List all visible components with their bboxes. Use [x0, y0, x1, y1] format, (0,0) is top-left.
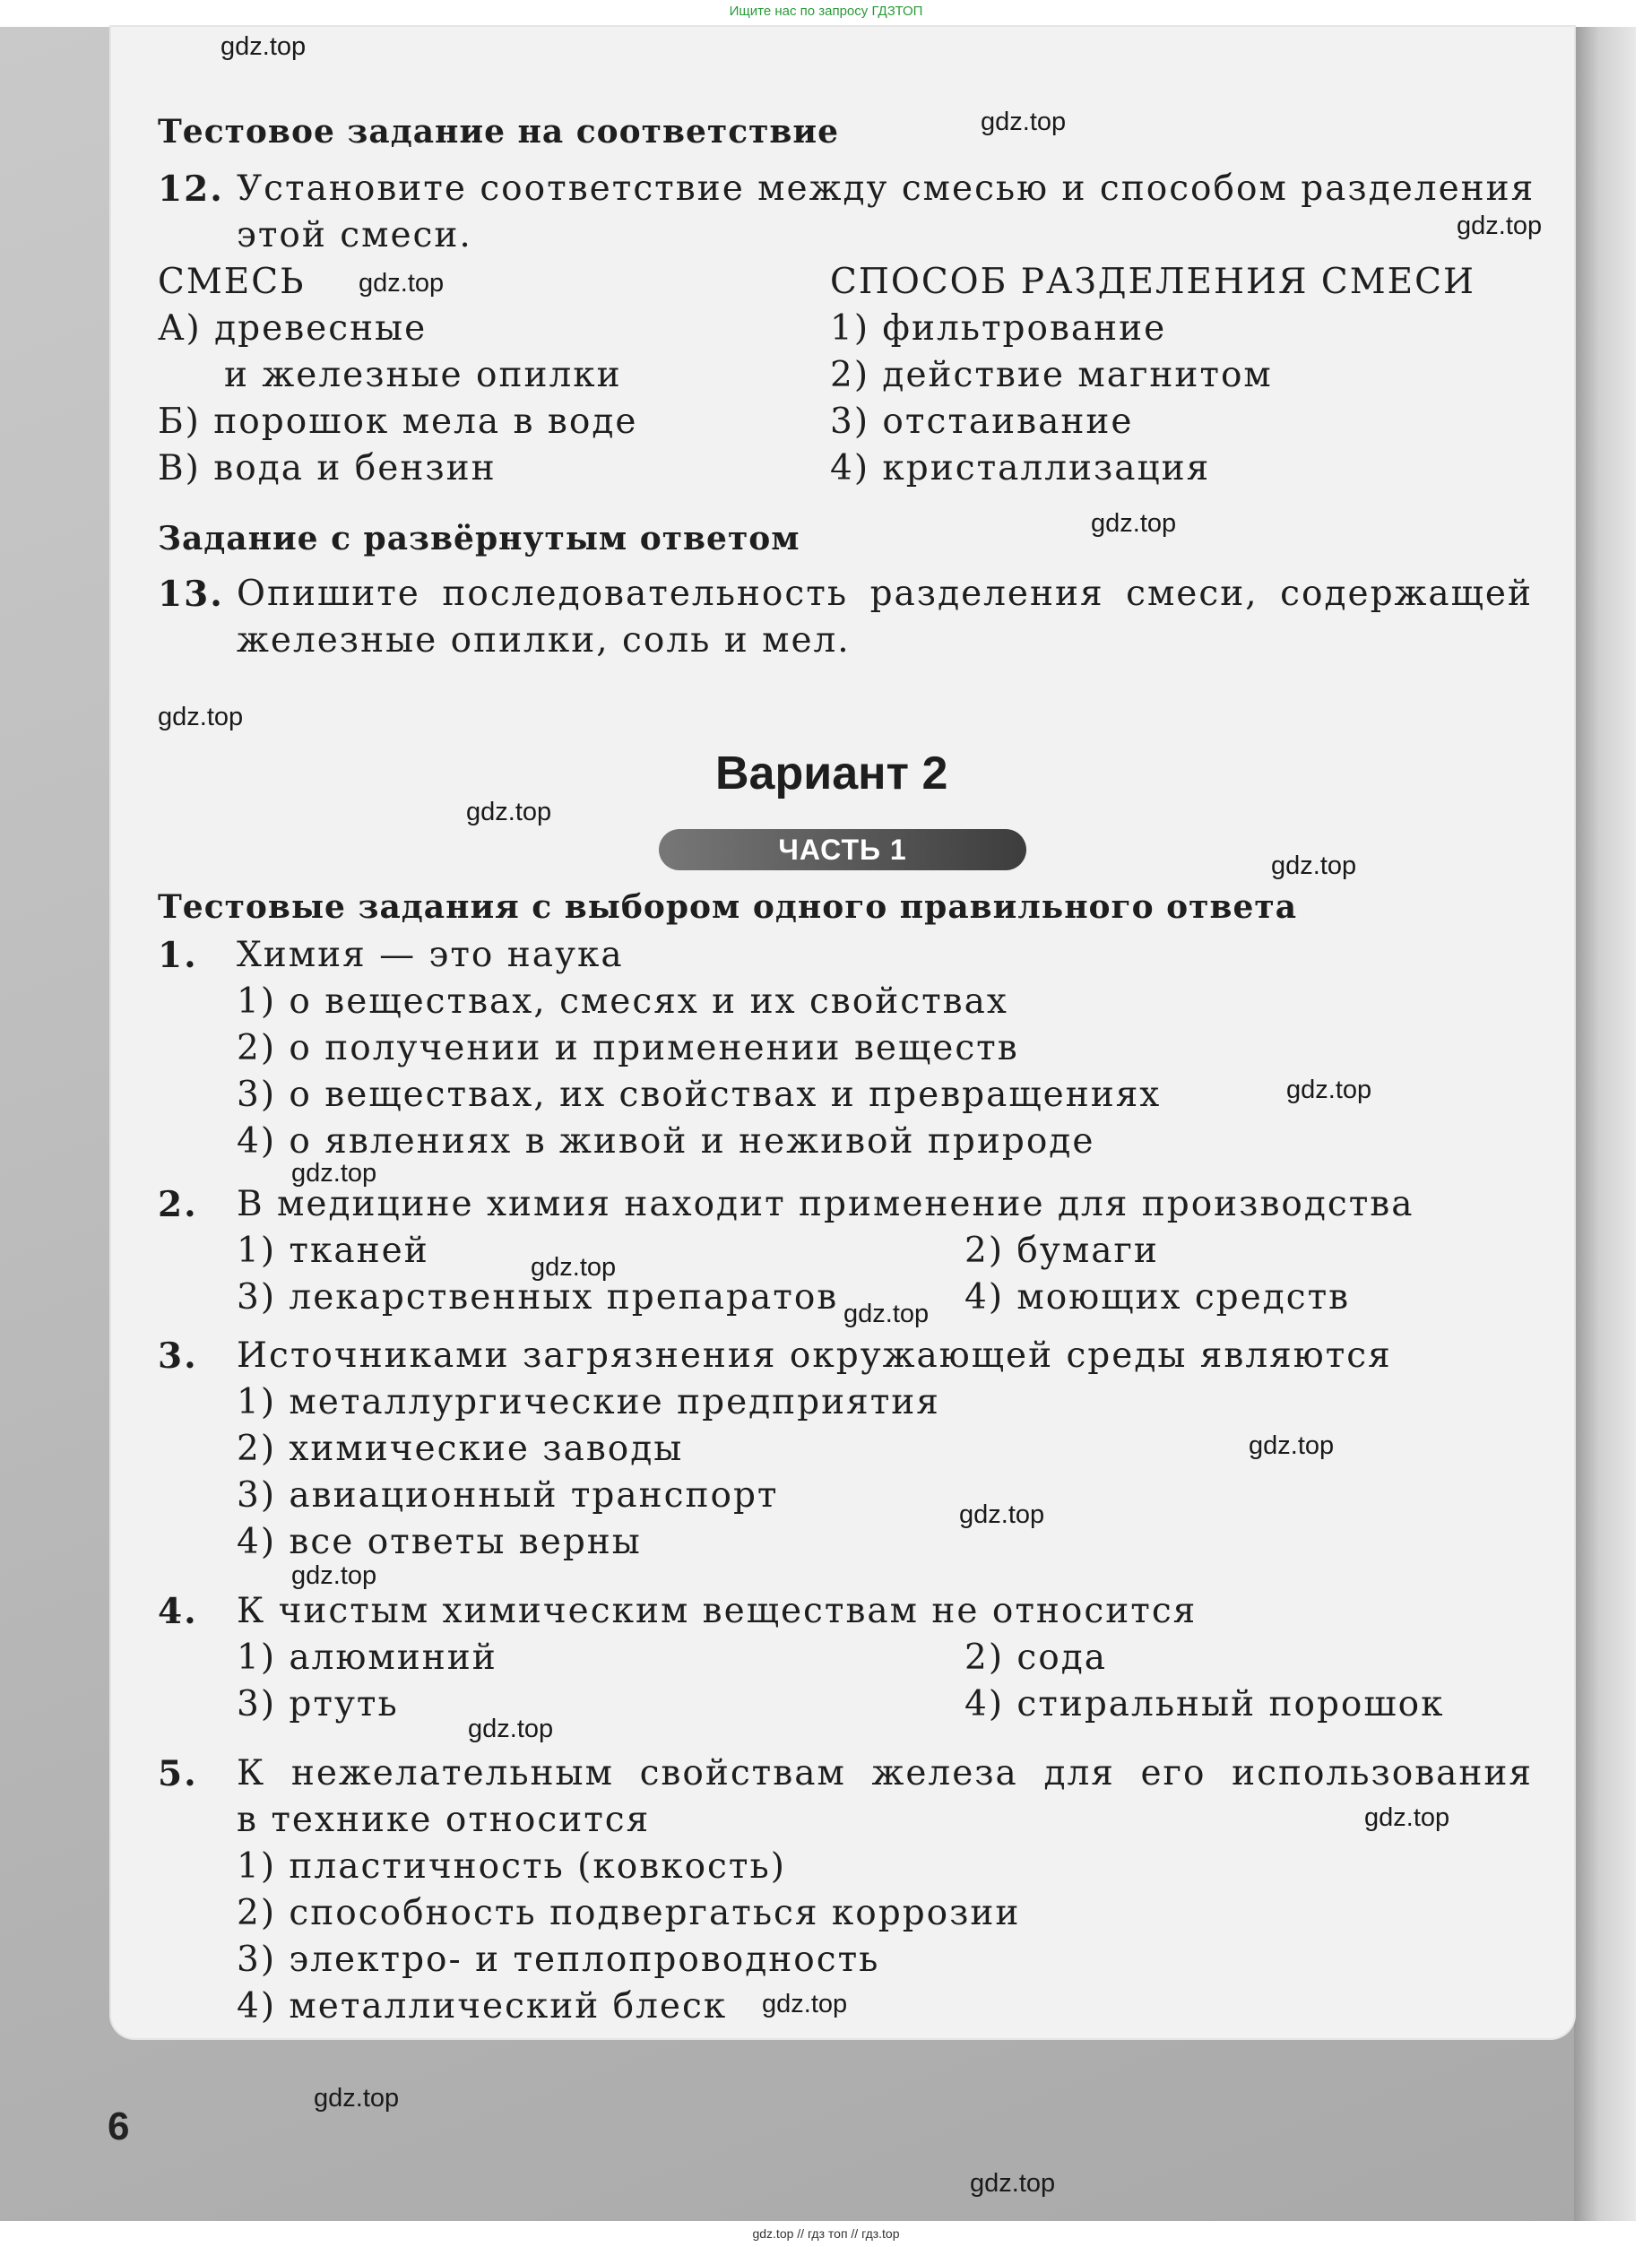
match-item: Б) порошок мела в воде [158, 402, 638, 442]
section-heading: Тестовое задание на соответствие [158, 113, 840, 151]
answer-option: 3) о веществах, их свойствах и превращениях [237, 1075, 1162, 1115]
question-text: Химия — это наука [237, 935, 624, 975]
watermark: gdz.top [843, 1300, 930, 1328]
scan-page-edge [1574, 27, 1636, 2221]
answer-option: 2) бумаги [964, 1231, 1159, 1271]
watermark: gdz.top [1457, 212, 1543, 240]
watermark: gdz.top [314, 2084, 400, 2113]
answer-option: 2) способность подвергаться коррозии [237, 1893, 1021, 1933]
watermark: gdz.top [359, 269, 445, 298]
answer-option: 3) электро- и теплопроводность [237, 1940, 880, 1980]
answer-option: 2) о получении и применении веществ [237, 1028, 1019, 1068]
answer-option: 1) алюминий [237, 1638, 497, 1678]
method-item: 4) кристаллизация [830, 448, 1211, 488]
variant-title: Вариант 2 [715, 748, 948, 799]
watermark: gdz.top [291, 1159, 377, 1188]
watermark: gdz.top [1286, 1076, 1372, 1104]
answer-option: 1) о веществах, смесях и их свойствах [237, 981, 1008, 1022]
match-item: и железные опилки [224, 355, 622, 395]
question-number: 4. [158, 1591, 198, 1632]
watermark: gdz.top [1364, 1803, 1450, 1832]
answer-option: 1) тканей [237, 1231, 429, 1271]
answer-option: 4) стиральный порошок [964, 1684, 1445, 1724]
answer-option: 3) ртуть [237, 1684, 399, 1724]
question-text: в технике относится [237, 1800, 651, 1840]
watermark: gdz.top [291, 1561, 377, 1590]
bottom-note: gdz.top // гдз топ // гдз.top [752, 2226, 900, 2241]
part-badge: ЧАСТЬ 1 [659, 829, 1026, 870]
watermark: gdz.top [468, 1715, 554, 1743]
answer-option: 2) сода [964, 1638, 1108, 1678]
method-item: 3) отстаивание [830, 402, 1134, 442]
watermark: gdz.top [959, 1500, 1045, 1529]
match-item: В) вода и бензин [158, 448, 497, 488]
question-text: этой смеси. [237, 215, 472, 255]
answer-option: 4) о явлениях в живой и неживой природе [237, 1121, 1095, 1162]
answer-option: 3) лекарственных препаратов [237, 1277, 839, 1318]
question-number: 13. [158, 574, 224, 615]
answer-option: 4) металлический блеск [237, 1986, 728, 2027]
watermark: gdz.top [1271, 851, 1357, 880]
watermark: gdz.top [981, 108, 1067, 136]
answer-option: 3) авиационный транспорт [237, 1475, 779, 1516]
section-heading: Задание с развёрнутым ответом [158, 520, 800, 557]
method-item: 2) действие магнитом [830, 355, 1273, 395]
question-number: 3. [158, 1335, 198, 1377]
question-text: К чистым химическим веществам не относится [237, 1591, 1198, 1631]
question-number: 12. [158, 169, 224, 210]
question-number: 1. [158, 935, 198, 976]
watermark: gdz.top [762, 1990, 848, 2018]
watermark: gdz.top [158, 703, 244, 731]
watermark: gdz.top [466, 798, 552, 826]
answer-option: 2) химические заводы [237, 1429, 684, 1469]
answer-option: 4) моющих средств [964, 1277, 1351, 1318]
match-item: А) древесные [158, 308, 428, 349]
question-text: К нежелательным свойствам железа для его использования [237, 1753, 1533, 1793]
watermark: gdz.top [970, 2169, 1056, 2198]
question-text: Опишите последовательность разделения смеси, содержащей [237, 574, 1533, 614]
question-text: В медицине химия находит применение для производства [237, 1184, 1414, 1224]
question-text: Источниками загрязнения окружающей среды являются [237, 1335, 1392, 1376]
method-item: 1) фильтрование [830, 308, 1167, 349]
question-number: 2. [158, 1184, 198, 1225]
answer-option: 1) пластичность (ковкость) [237, 1846, 786, 1887]
question-number: 5. [158, 1753, 198, 1794]
question-text: железные опилки, соль и мел. [237, 620, 851, 661]
watermark: gdz.top [1091, 509, 1177, 538]
column-header-method: СПОСОБ РАЗДЕЛЕНИЯ СМЕСИ [830, 262, 1475, 302]
column-header-mixture: СМЕСЬ [158, 262, 306, 302]
watermark: gdz.top [1249, 1431, 1335, 1460]
question-text: Установите соответствие между смесью и способом разделения [237, 169, 1535, 209]
top-note: Ищите нас по запросу ГДЗТОП [729, 4, 923, 19]
section-heading: Тестовые задания с выбором одного правильного ответа [158, 888, 1298, 926]
watermark: gdz.top [221, 32, 307, 61]
answer-option: 4) все ответы верны [237, 1522, 642, 1562]
page-number: 6 [108, 2104, 130, 2148]
watermark: gdz.top [531, 1253, 617, 1282]
answer-option: 1) металлургические предприятия [237, 1382, 940, 1422]
